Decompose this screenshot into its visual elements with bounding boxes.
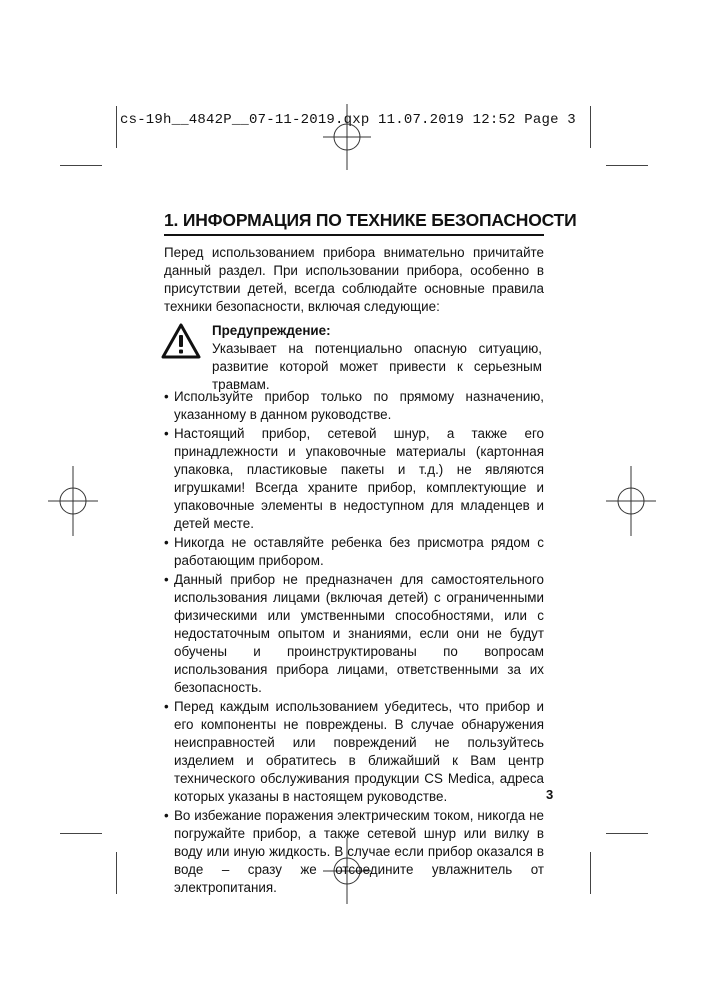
page-number: 3 bbox=[546, 787, 554, 802]
intro-paragraph: Перед использованием прибора внимательно причитайте данный раздел. При использовании прибора, особенно в присутствии детей, всегда соблюдайте основные правила техники безопасности, включая следующие: bbox=[164, 245, 544, 314]
warning-title: Предупреждение: bbox=[212, 323, 331, 338]
crop-mark-bottom-left-vertical bbox=[116, 852, 117, 894]
crop-mark-top-left-vertical bbox=[116, 106, 117, 148]
list-item: • Данный прибор не предназначен для самостоятельного использования лицами (включая детей) с ограниченными физическими или умственными способностями, или с недостаточным опытом и знаниями, если они не будут обучены и проинструктированы по вопросам использования прибора лицами, ответственными за их безопасность. bbox=[164, 571, 544, 697]
crop-mark-top-right-horizontal bbox=[606, 165, 648, 166]
list-item: • Перед каждым использованием убедитесь, что прибор и его компоненты не повреждены. В случае обнаружения неисправностей или повреждений не пользуйтесь изделием и обратитесь в ближайший к Вам центр технического обслуживания продукции CS Medica, адреса которых указаны в настоящем руководстве. bbox=[164, 698, 544, 806]
crop-mark-top-right-vertical bbox=[590, 106, 591, 148]
print-slug-line: cs-19h__4842P__07-11-2019.qxp 11.07.2019 12:52 Page 3 bbox=[120, 112, 576, 128]
registration-mark-icon bbox=[606, 466, 656, 536]
list-item: • Никогда не оставляйте ребенка без присмотра рядом с работающим прибором. bbox=[164, 534, 544, 570]
registration-mark-icon bbox=[48, 466, 98, 536]
warning-text: Указывает на потенциально опасную ситуацию, развитие которой может привести к серьезным травмам. bbox=[212, 341, 542, 392]
crop-mark-top-left-horizontal bbox=[60, 165, 102, 166]
list-item: • Используйте прибор только по прямому назначению, указанному в данном руководстве. bbox=[164, 388, 544, 424]
crop-mark-bottom-right-horizontal bbox=[606, 833, 648, 834]
registration-mark-icon bbox=[323, 104, 371, 170]
list-item: • Во избежание поражения электрическим током, никогда не погружайте прибор, а также сетевой шнур или вилку в воду или иную жидкость. В случае если прибор оказался в воде – сразу же отсоедините увлажнитель от электропитания. bbox=[164, 807, 544, 897]
safety-rules-list bbox=[164, 388, 544, 898]
warning-triangle-icon bbox=[160, 322, 202, 360]
list-item: • Настоящий прибор, сетевой шнур, а также его принадлежности и упаковочные материалы (картонная упаковка, пластиковые пакеты и т.д.) не являются игрушками! Всегда храните прибор, комплектующие и упаковочные элементы в недоступном для младенцев и детей месте. bbox=[164, 425, 544, 533]
crop-mark-bottom-right-vertical bbox=[590, 852, 591, 894]
section-title: 1. ИНФОРМАЦИЯ ПО ТЕХНИКЕ БЕЗОПАСНОСТИ bbox=[164, 210, 544, 236]
crop-mark-bottom-left-horizontal bbox=[60, 833, 102, 834]
